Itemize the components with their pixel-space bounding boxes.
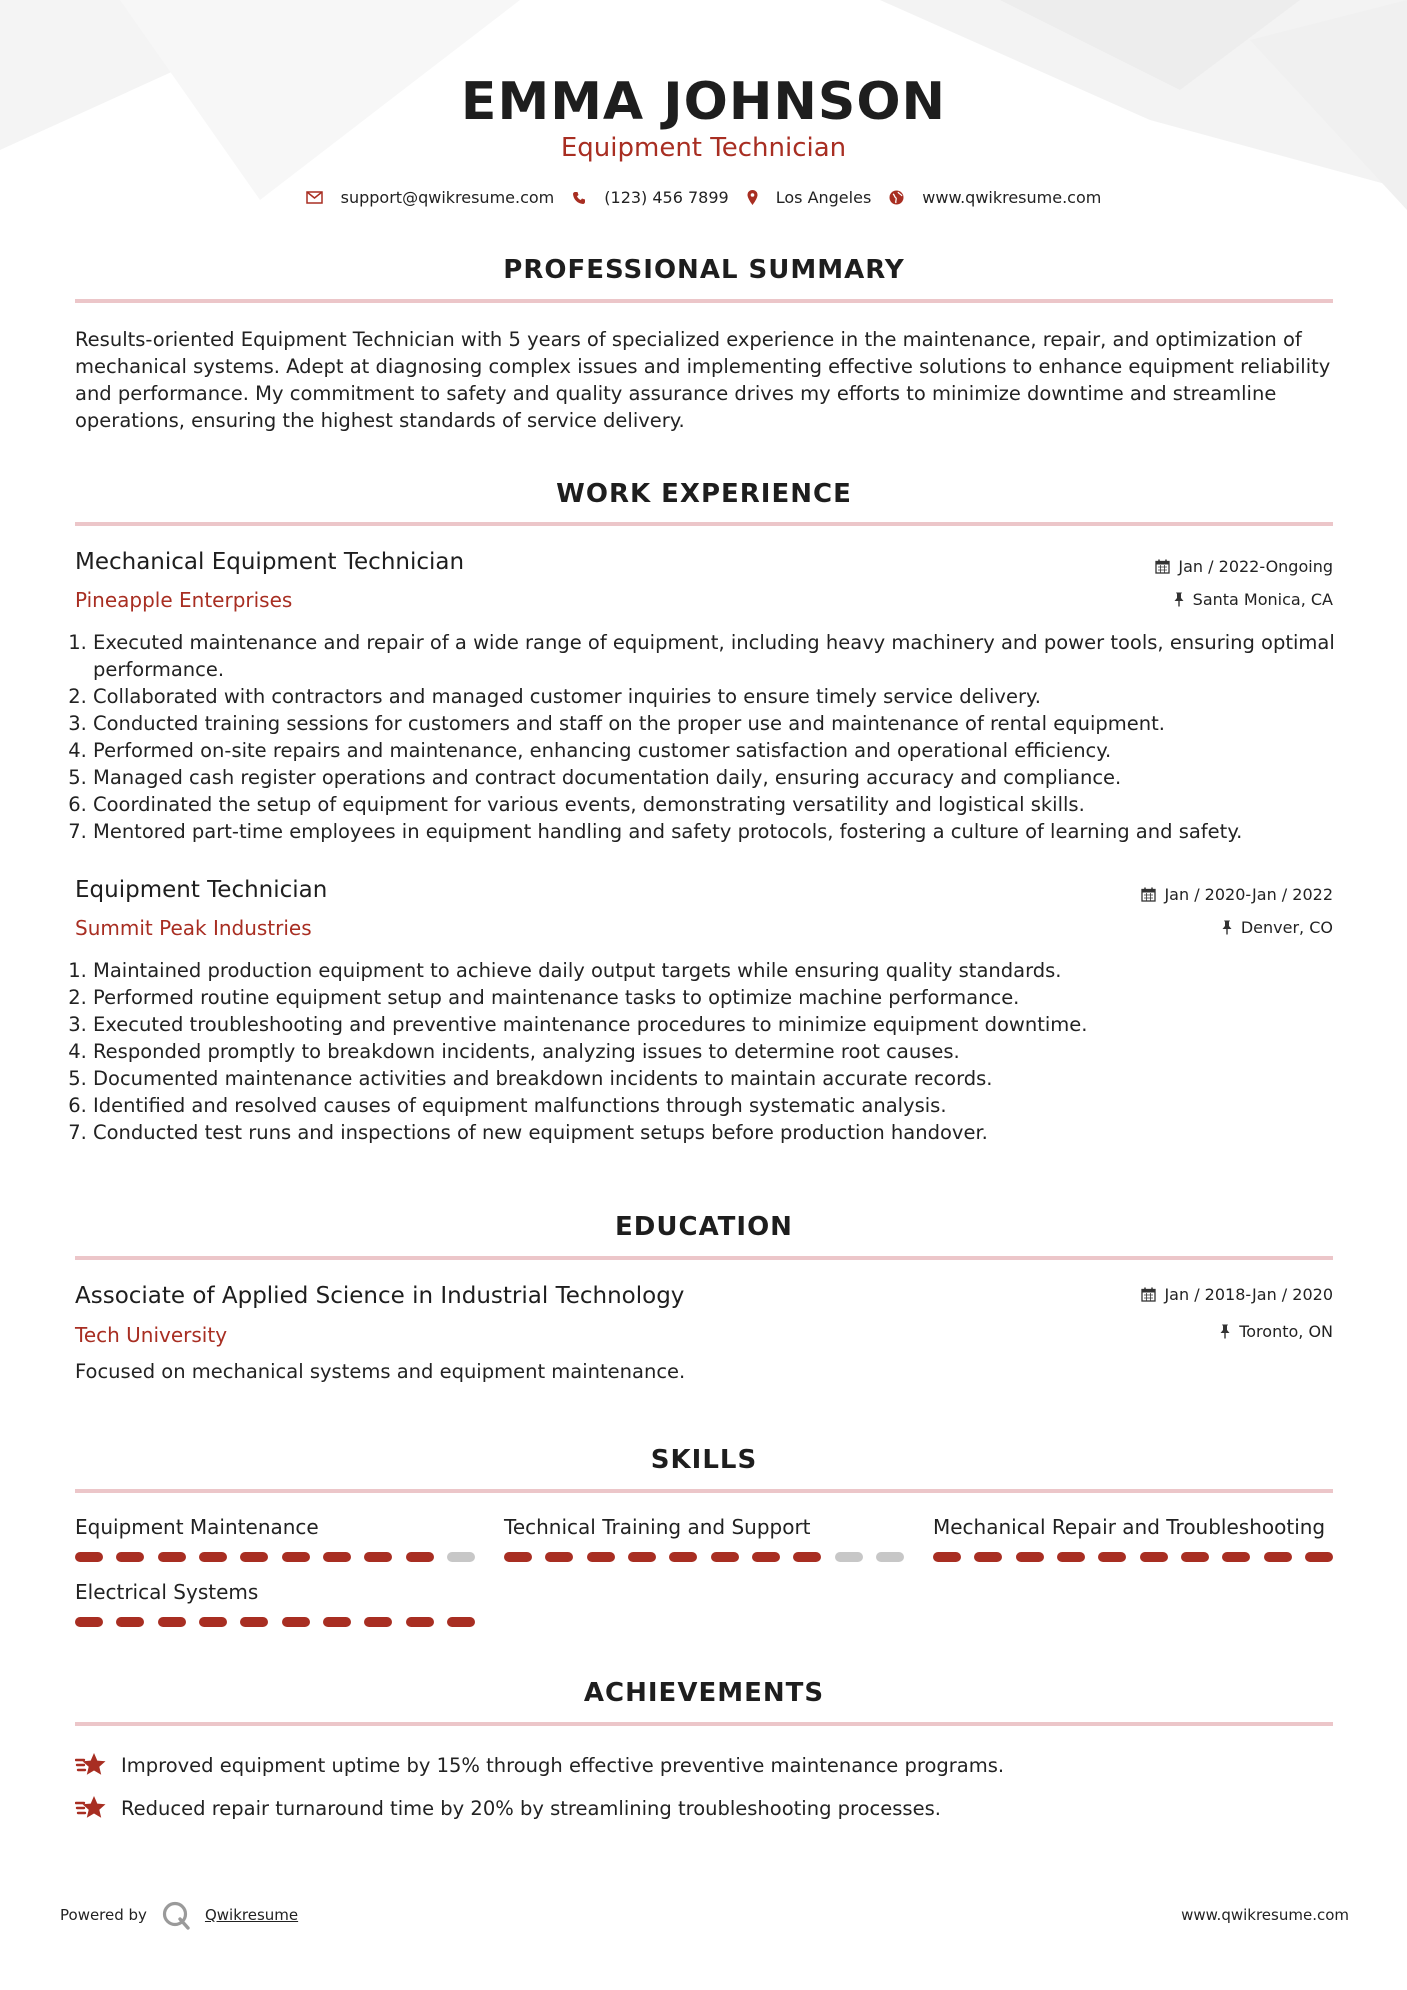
qwikresume-logo-icon [161,1900,191,1930]
location-text: Los Angeles [775,188,872,207]
job-dates-text: Jan / 2020-Jan / 2022 [1164,885,1333,904]
list-item: 3. Conducted training sessions for customers and staff on the proper use and maintenance of rental equipment. [93,710,1351,737]
skill-dash-filled [1140,1552,1168,1562]
list-item: 6. Coordinated the setup of equipment for various events, demonstrating versatility and logistical skills. [93,791,1351,818]
job-location [1173,590,1333,609]
achievement-item [75,1795,941,1821]
degree-title: Associate of Applied Science in Industrial Technology [75,1283,685,1309]
skills-heading: SKILLS [650,1445,758,1475]
candidate-role: Equipment Technician [560,133,847,163]
skill-dash-filled [628,1552,656,1562]
map-pin-icon [747,190,758,205]
company-name: Pineapple Enterprises [75,588,293,612]
skill-dash-filled [199,1617,227,1627]
skill-dash-filled [406,1617,434,1627]
star-icon [75,1795,107,1821]
education-description: Focused on mechanical systems and equipment maintenance. [75,1360,686,1383]
skill-dash-filled [793,1552,821,1562]
skill-dash-empty [876,1552,904,1562]
skill-dash-filled [240,1552,268,1562]
candidate-name: EMMA JOHNSON [460,72,947,132]
education-dates [1141,1285,1333,1304]
summary-heading: PROFESSIONAL SUMMARY [503,255,905,285]
skill-dash-filled [116,1552,144,1562]
contact-location [747,188,872,207]
skill-level-bar [504,1552,904,1562]
list-item: 5. Documented maintenance activities and breakdown incidents to maintain accurate records. [93,1065,1351,1092]
footer-website[interactable]: www.qwikresume.com [1181,1906,1349,1924]
skill-dash-filled [669,1552,697,1562]
skill-dash-filled [240,1617,268,1627]
skill-dash-filled [752,1552,780,1562]
job-location-text: Santa Monica, CA [1192,590,1333,609]
achievement-text: Reduced repair turnaround time by 20% by streamlining troubleshooting processes. [121,1796,941,1820]
list-item: 1. Maintained production equipment to achieve daily output targets while ensuring quality standards. [93,957,1351,984]
star-icon [75,1752,107,1778]
skill-dash-filled [158,1552,186,1562]
list-item: 7. Conducted test runs and inspections of new equipment setups before production handover. [93,1119,1351,1146]
experience-divider [75,522,1333,526]
skill-name: Mechanical Repair and Troubleshooting [933,1515,1326,1539]
skill-level-bar [75,1617,475,1627]
education-location-text: Toronto, ON [1239,1322,1333,1341]
contact-website[interactable] [889,188,1101,207]
skill-dash-filled [1181,1552,1209,1562]
skill-dash-filled [116,1617,144,1627]
company-name: Summit Peak Industries [75,916,312,940]
skill-dash-filled [1264,1552,1292,1562]
calendar-icon [1155,559,1170,574]
school-name: Tech University [75,1323,228,1347]
job-bullets [75,957,1351,1146]
website-text: www.qwikresume.com [922,188,1102,207]
phone-text: (123) 456 7899 [604,188,729,207]
education-heading: EDUCATION [615,1212,793,1242]
skill-name: Equipment Maintenance [75,1515,319,1539]
skill-name: Electrical Systems [75,1580,259,1604]
skill-dash-filled [587,1552,615,1562]
skill-dash-filled [364,1617,392,1627]
list-item: 6. Identified and resolved causes of equipment malfunctions through systematic analysis. [93,1092,1351,1119]
pushpin-icon [1221,920,1233,935]
powered-by-label: Powered by [60,1906,147,1924]
contact-phone[interactable] [572,188,728,207]
list-item: 2. Performed routine equipment setup and maintenance tasks to optimize machine performance. [93,984,1351,1011]
pushpin-icon [1219,1324,1231,1339]
envelope-icon [306,191,323,204]
skill-dash-filled [323,1552,351,1562]
job-dates [1155,557,1333,576]
skill-dash-filled [282,1552,310,1562]
skill-dash-filled [282,1617,310,1627]
achievements-heading: ACHIEVEMENTS [583,1678,825,1708]
job-bullets [75,629,1351,845]
footer-powered-by [60,1900,298,1930]
skill-dash-filled [504,1552,532,1562]
achievements-divider [75,1722,1333,1726]
skill-dash-filled [364,1552,392,1562]
skill-dash-filled [1098,1552,1126,1562]
globe-icon [889,190,904,205]
job-dates-text: Jan / 2022-Ongoing [1178,557,1333,576]
skill-dash-filled [711,1552,739,1562]
job-location [1221,918,1333,937]
skill-name: Technical Training and Support [504,1515,811,1539]
experience-heading: WORK EXPERIENCE [556,479,852,509]
list-item: 7. Mentored part-time employees in equipment handling and safety protocols, fostering a culture of learning and safety. [93,818,1351,845]
calendar-icon [1141,887,1156,902]
skill-dash-filled [1222,1552,1250,1562]
achievement-item [75,1752,1004,1778]
list-item: 5. Managed cash register operations and contract documentation daily, ensuring accuracy and compliance. [93,764,1351,791]
skill-dash-filled [1305,1552,1333,1562]
skill-dash-filled [974,1552,1002,1562]
skill-dash-filled [1016,1552,1044,1562]
achievement-text: Improved equipment uptime by 15% through effective preventive maintenance programs. [121,1753,1005,1777]
phone-icon [572,191,586,205]
list-item: 3. Executed troubleshooting and preventive maintenance procedures to minimize equipment downtime. [93,1011,1351,1038]
job-location-text: Denver, CO [1240,918,1333,937]
skill-level-bar [933,1552,1333,1562]
skill-dash-filled [933,1552,961,1562]
list-item: 4. Performed on-site repairs and maintenance, enhancing customer satisfaction and operational efficiency. [93,737,1351,764]
contact-email[interactable] [306,188,555,207]
job-title: Equipment Technician [75,877,328,903]
summary-divider [75,299,1333,303]
job-title: Mechanical Equipment Technician [75,549,465,575]
skill-dash-filled [199,1552,227,1562]
education-divider [75,1256,1333,1260]
skill-dash-filled [1057,1552,1085,1562]
skill-level-bar [75,1552,475,1562]
skill-dash-filled [447,1617,475,1627]
skill-dash-filled [545,1552,573,1562]
education-location [1219,1322,1333,1341]
calendar-icon [1141,1287,1156,1302]
skill-dash-empty [447,1552,475,1562]
education-dates-text: Jan / 2018-Jan / 2020 [1164,1285,1333,1304]
summary-text: Results-oriented Equipment Technician with 5 years of specialized experience in the maintenance, repair, and optimization of mechanical systems. Adept at diagnosing complex issues and implementing effective solutions to enhance equipment reliability and performance. My commitment to safety and quality assurance drives my efforts to minimize downtime and streamline operations, ensuring the highest standards of service delivery. [75,328,1331,432]
skill-dash-filled [406,1552,434,1562]
pushpin-icon [1173,592,1185,607]
skill-dash-filled [323,1617,351,1627]
job-dates [1141,885,1333,904]
skill-dash-filled [158,1617,186,1627]
list-item: 4. Responded promptly to breakdown incidents, analyzing issues to determine root causes. [93,1038,1351,1065]
list-item: 1. Executed maintenance and repair of a wide range of equipment, including heavy machinery and power tools, ensuring optimal performance. [93,629,1351,683]
skills-divider [75,1489,1333,1493]
skill-dash-filled [75,1617,103,1627]
email-text: support@qwikresume.com [340,188,555,207]
list-item: 2. Collaborated with contractors and managed customer inquiries to ensure timely service delivery. [93,683,1351,710]
skill-dash-empty [835,1552,863,1562]
qwikresume-link[interactable]: Qwikresume [204,1906,299,1924]
skill-dash-filled [75,1552,103,1562]
contact-bar [0,188,1407,207]
